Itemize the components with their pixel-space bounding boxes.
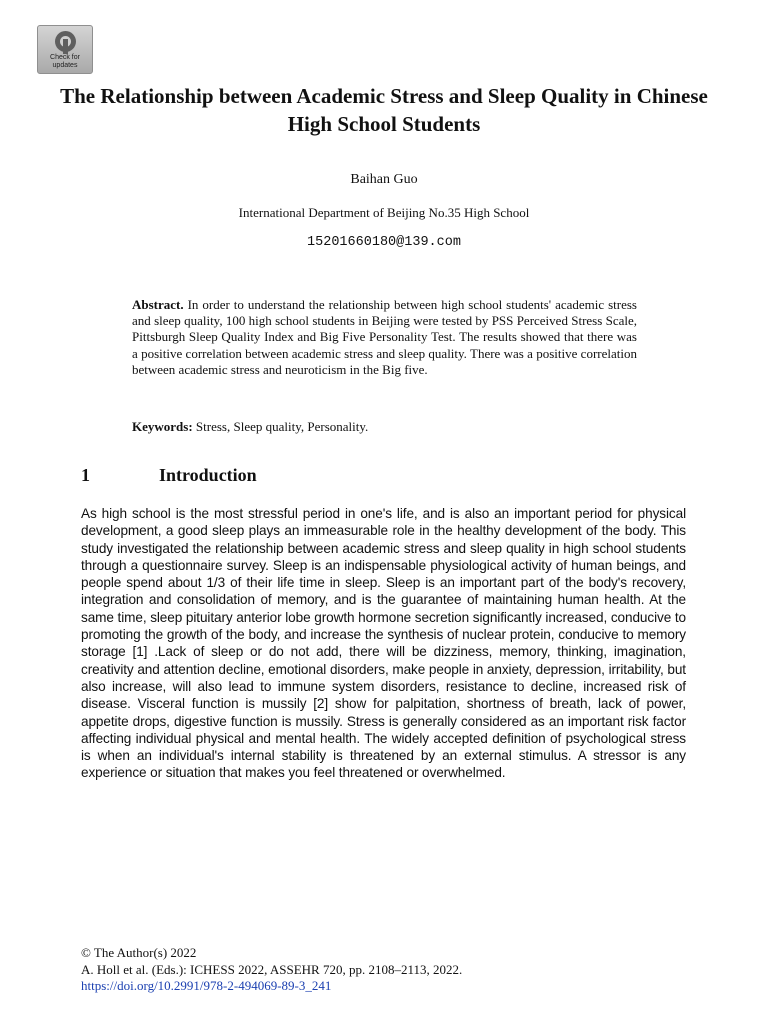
abstract-label: Abstract.: [132, 297, 184, 312]
footer: [81, 945, 686, 995]
author-name: Baihan Guo: [350, 172, 418, 187]
author-affiliation: International Department of Beijing No.35 High School: [238, 205, 530, 220]
citation-line: A. Holl et al. (Eds.): ICHESS 2022, ASSEHR 720, pp. 2108–2113, 2022.: [81, 961, 463, 977]
introduction-paragraph: As high school is the most stressful period in one's life, and is also an important period for physical development, a good sleep plays an immeasurable role in the healthy development of the body. This study investigated the relationship between academic stress and sleep quality in high school students through a questionnaire survey. Sleep is an indispensable physiological activity of human beings, and people spend about 1/3 of their life time in sleep. Sleep is an important part of the body's recovery, integration and consolidation of memory, and is the guarantee of maintaining human health. At the same time, sleep pituitary anterior lobe growth hormone secretion significantly increased, conducive to promoting the growth of the body, and increase the synthesis of nuclear protein, conducive to memory storage [1] .Lack of sleep or do not add, there will be dizziness, memory, thinking, imagination, creativity and attention decline, emotional disorders, make people in anxiety, depression, irritability, but also increase, will also lead to immune system disorders, resistance to decline, increased risk of disease. Visceral function is mussily [2] show for palpitation, shortness of breath, lack of power, appetite drops, digestive function is mussily. Stress is generally considered as an important risk factor affecting individual physical and mental health. The widely accepted definition of psychological stress is when an individual's internal stability is threatened by an external stimulus. A stressor is any experience or situation that makes you feel threatened or overwhelmed.: [81, 506, 686, 781]
keywords-label: Keywords:: [132, 419, 193, 434]
keywords: [132, 418, 637, 435]
author-email[interactable]: 15201660180@139.com: [307, 235, 461, 250]
abstract-text: In order to understand the relationship between high school students' academic stress and sleep quality, 100 high school students in Beijing were tested by PSS Perceived Stress Scale, Pittsburgh Sleep Quality Index and Big Five Personality Test. The results showed that there was a positive correlation between academic stress and sleep quality. There was a positive correlation between academic stress and neuroticism in the Big five.: [132, 297, 637, 377]
doi-link[interactable]: https://doi.org/10.2991/978-2-494069-89-3_241: [81, 978, 332, 993]
abstract: [132, 297, 637, 378]
badge-text: Check for updates: [50, 54, 80, 69]
paper-title: The Relationship between Academic Stress and Sleep Quality in Chinese High School Students: [60, 84, 708, 136]
crossmark-ring-icon: [55, 31, 76, 52]
copyright-line: © The Author(s) 2022: [81, 945, 197, 960]
section-number: 1: [81, 465, 90, 485]
check-for-updates-badge[interactable]: [37, 25, 93, 74]
section-title: Introduction: [159, 465, 257, 485]
keywords-text: Stress, Sleep quality, Personality.: [195, 419, 369, 434]
section-heading: [81, 464, 257, 486]
